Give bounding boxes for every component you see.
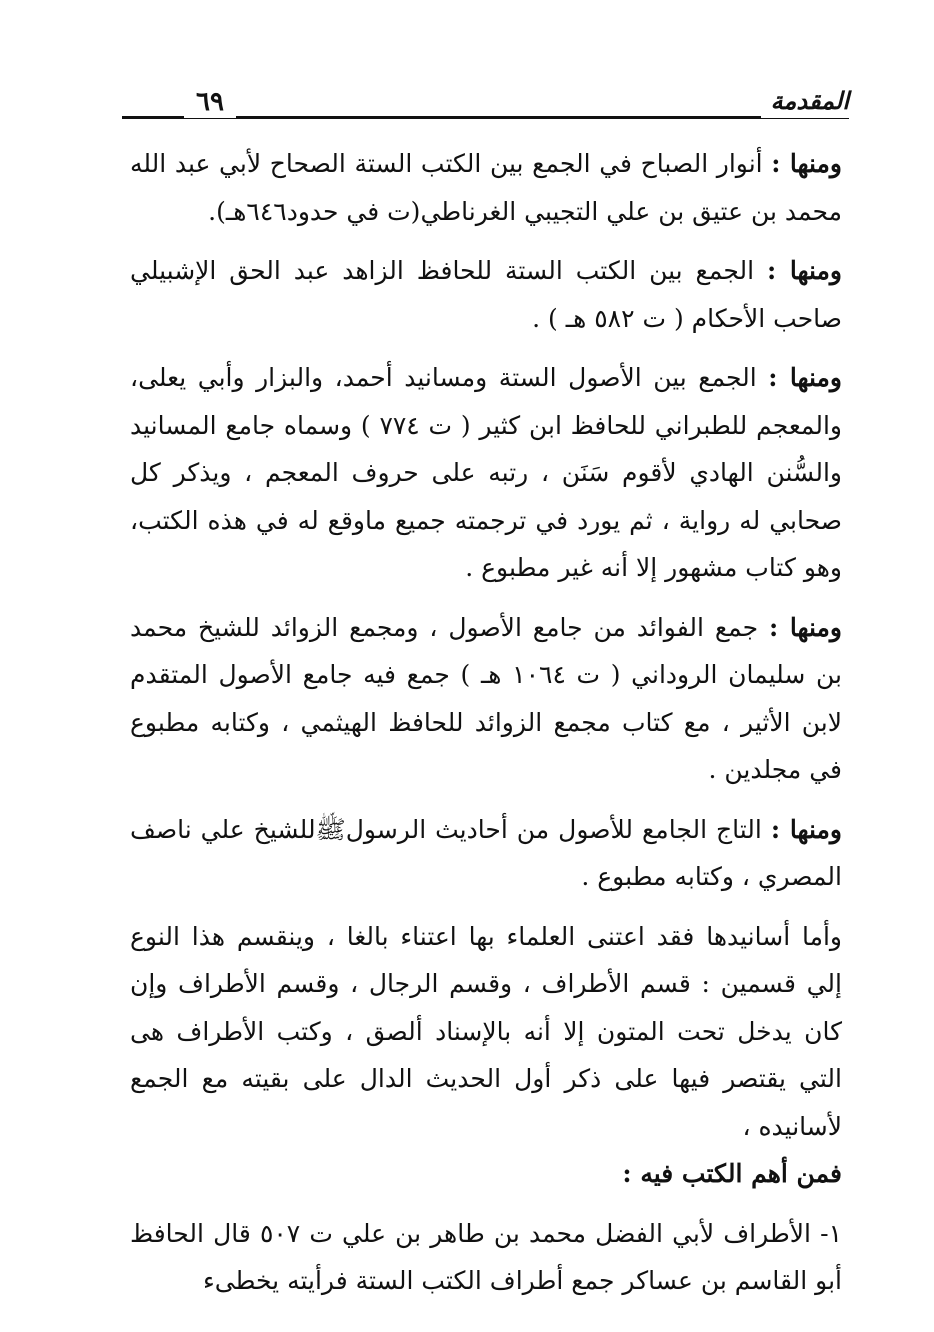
paragraph-text: ١- الأطراف لأبي الفضل محمد بن طاهر بن علي ت ٥٠٧ قال الحافظ أبو القاسم بن عساكر جمع أطراف الكتب الستة فرأيته يخطىء xyxy=(130,1218,843,1295)
paragraph-item-1 xyxy=(130,1210,842,1305)
running-title: المقدمة xyxy=(761,84,849,118)
paragraph-ibn-kathir xyxy=(130,354,842,592)
paragraph-text: أنوار الصباح في الجمع بين الكتب الستة الصحاح لأبي عبد الله محمد بن عتيق بن علي التجيبي الغرناطي(ت في حدود٦٤٦هـ). xyxy=(130,149,842,226)
page-header xyxy=(122,84,849,124)
paragraph-lead: ومنها : xyxy=(768,363,842,392)
paragraph-text: جمع الفوائد من جامع الأصول ، ومجمع الزوائد للشيخ محمد بن سليمان الروداني ( ت ١٠٦٤ هـ ) جمع فيه جامع الأصول المتقدم لابن الأثير ، مع كتاب مجمع الزوائد للحافظ الهيثمي ، وكتابه مطبوع في مجلدين . xyxy=(130,612,843,784)
paragraph-text: وأما أسانيدها فقد اعتنى العلماء بها اعتناء بالغا ، وينقسم هذا النوع إلي قسمين : قسم الأطراف ، وقسم الرجال ، وقسم الأطراف وإن كان يدخل تحت المتون إلا أنه بالإسناد ألصق ، وكتب الأطراف هى التي يقتصر فيها على ذكر أول الحديث الدال على بقيته مع الجمع لأسانيده ، xyxy=(130,921,842,1141)
paragraph-text: الجمع بين الكتب الستة للحافظ الزاهد عبد الحق الإشبيلي صاحب الأحكام ( ت ٥٨٢ هـ ) . xyxy=(130,256,842,333)
paragraph-lead: ومنها : xyxy=(771,149,842,178)
section-subheading: فمن أهم الكتب فيه : xyxy=(622,1159,842,1188)
paragraph-anwar-al-sabah xyxy=(130,140,842,235)
paragraph-text: الجمع بين الأصول الستة ومسانيد أحمد، والبزار وأبي يعلى، والمعجم للطبراني للحافظ ابن كثير ( ت ٧٧٤ ) وسماه جامع المسانيد والسُّنن الهادي لأقوم سَنَن ، رتبه على حروف المعجم ، ويذكر كل صحابي له رواية ، ثم يورد في ترجمته جميع ماوقع له في هذه الكتب، وهو كتاب مشهور إلا أنه غير مطبوع . xyxy=(130,363,843,582)
paragraph-lead: ومنها : xyxy=(768,612,842,642)
paragraph-ishbili xyxy=(130,247,842,342)
body-text xyxy=(130,140,842,1317)
paragraph-lead: ومنها : xyxy=(770,814,842,844)
page-number: ٦٩ xyxy=(184,86,236,118)
paragraph-asanid xyxy=(130,913,842,1198)
paragraph-text: التاج الجامع للأصول من أحاديث الرسولﷺللشيخ علي ناصف المصري ، وكتابه مطبوع . xyxy=(130,814,842,891)
paragraph-rudani xyxy=(130,604,842,794)
paragraph-lead: ومنها : xyxy=(766,256,842,285)
paragraph-al-taj xyxy=(130,806,842,901)
